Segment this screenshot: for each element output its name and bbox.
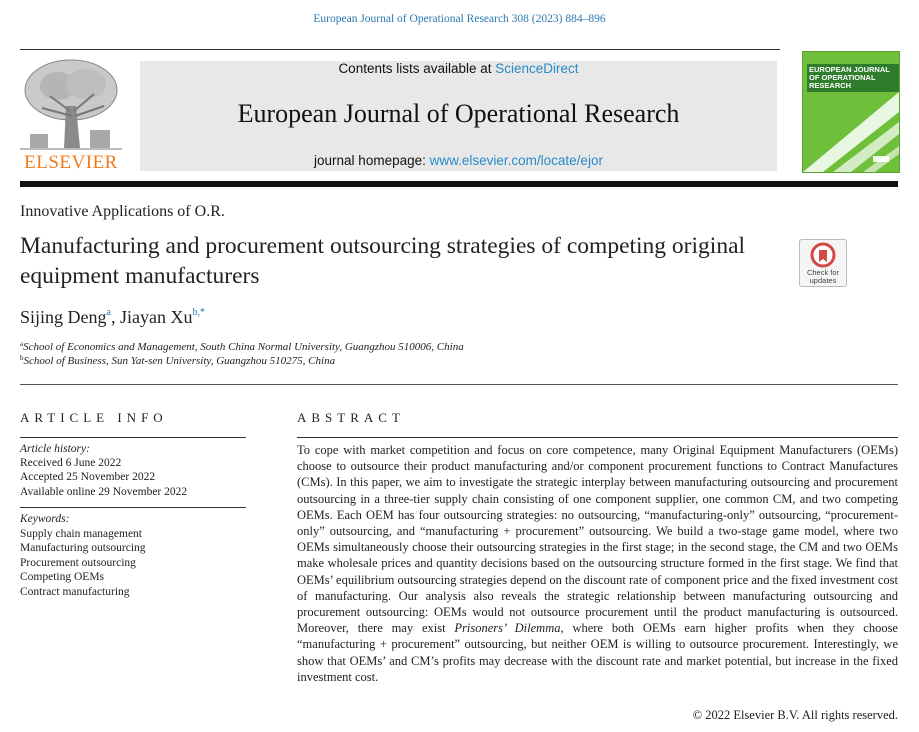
abstract-text-part: , where both OEMs earn higher profits when they choose “manufacturing + procurement” outsourcing, but neither OEM is willing to outsource procurement. Interestingly, we show that OEMs’ and CM’s profits may decrease with the discount rate and market potential, but increase in the fixed investment cost. bbox=[297, 621, 898, 684]
history-online: Available online 29 November 2022 bbox=[20, 486, 188, 498]
journal-title: European Journal of Operational Research bbox=[237, 99, 680, 128]
article-section: Innovative Applications of O.R. bbox=[20, 203, 225, 220]
author-list: Sijing Deng$^a$, Jiayan $Xu^{b,*}$ bbox=[20, 307, 205, 327]
author-name[interactable]: Jiayan Xu bbox=[119, 307, 193, 327]
affiliation-text: School of Business, Sun Yat-sen University, Guangzhou 510275, China bbox=[23, 355, 336, 367]
sciencedirect-link[interactable]: ScienceDirect bbox=[495, 61, 579, 76]
check-for-updates-label: Check for updates bbox=[806, 268, 840, 285]
homepage-line bbox=[140, 153, 777, 168]
affiliation bbox=[20, 354, 335, 367]
history-received: Received 6 June 2022 bbox=[20, 457, 122, 469]
abstract-text-part: To cope with market competition and focus on core competence, many Original Equipment Manufacturers (OEMs) choose to outsource their product manufacturing and/or component procurement functions to Contract Manufactures (CMs). In this paper, we aim to investigate the strategic interplay between manufacturing outsourcing and procurement outsourcing in a three-tier supply chain consisting of one component supplier, one common CM, and two competing OEMs. Each OEM has four outsourcing strategies: no outsourcing, “manufacturing-only” outsourcing, “procurement-only” outsourcing, and “manufacturing + procurement” outsourcing. We build a two-stage game model, where two OEMs simultaneously choose their outsourcing strategies in the first stage; in the second stage, the CM and two OEMs make wholesale prices and quantity decisions based on the outsourcing structure formed in the first stage. We find that OEMs’ equilibrium outsourcing strategies depend on the discount rate of component price and the fixed investment cost of manufacturing. Our analysis also reveals the strategic relationship between manufacturing outsourcing and procurement outsourcing: OEMs would not outsource procurement until the product manufacturing is outsourced. Moreover, there may exist bbox=[297, 443, 898, 636]
contents-prefix: Contents lists available at bbox=[338, 61, 496, 76]
contents-line bbox=[140, 61, 777, 76]
keyword-item[interactable]: Contract manufacturing bbox=[20, 586, 130, 598]
author-affiliation-mark[interactable]: b,* bbox=[192, 307, 205, 318]
abstract-emphasis: Prisoners’ Dilemma bbox=[454, 621, 561, 636]
cover-graphic-icon bbox=[803, 52, 899, 172]
keyword-item[interactable]: Supply chain management bbox=[20, 528, 142, 540]
author-affiliation-mark[interactable]: a bbox=[106, 307, 111, 318]
keyword-item[interactable]: Competing OEMs bbox=[20, 571, 105, 583]
header-top-rule bbox=[20, 49, 780, 50]
check-for-updates-badge[interactable] bbox=[799, 239, 847, 287]
homepage-link[interactable]: www.elsevier.com/locate/ejor bbox=[429, 153, 603, 168]
elsevier-tree-icon bbox=[20, 56, 122, 152]
history-accepted: Accepted 25 November 2022 bbox=[20, 471, 156, 483]
journal-citation[interactable]: European Journal of Operational Research 308 (2023) 884–896 bbox=[313, 13, 606, 25]
journal-cover[interactable] bbox=[802, 51, 900, 173]
abstract-heading: ABSTRACT bbox=[297, 410, 405, 425]
section-divider bbox=[20, 384, 898, 385]
abstract-rule bbox=[297, 437, 898, 438]
article-info-heading: ARTICLE INFO bbox=[20, 410, 168, 425]
homepage-prefix: journal homepage: bbox=[314, 153, 430, 168]
article-info-rule bbox=[20, 437, 246, 438]
affiliation-text: School of Economics and Management, South China Normal University, Guangzhou 510006, China bbox=[23, 341, 464, 353]
affiliation-mark: b bbox=[20, 354, 24, 362]
cover-title: EUROPEAN JOURNAL OF OPERATIONAL RESEARCH bbox=[807, 64, 900, 92]
keyword-item[interactable]: Manufacturing outsourcing bbox=[20, 542, 146, 554]
elsevier-logo[interactable] bbox=[20, 56, 122, 174]
crossmark-icon bbox=[800, 240, 846, 270]
history-label: Article history: bbox=[20, 443, 90, 455]
keywords-label: Keywords: bbox=[20, 513, 70, 525]
affiliation-mark: a bbox=[20, 340, 24, 348]
header-bottom-rule bbox=[20, 181, 898, 187]
keyword-item[interactable]: Procurement outsourcing bbox=[20, 557, 136, 569]
journal-banner bbox=[140, 61, 777, 171]
affiliation bbox=[20, 340, 464, 353]
abstract-body bbox=[297, 442, 898, 685]
paper-title: Manufacturing and procurement outsourcing strategies of competing original equipment manufacturers bbox=[20, 233, 746, 289]
author-name[interactable]: Sijing Deng bbox=[20, 307, 107, 327]
keywords-rule bbox=[20, 507, 246, 508]
elsevier-wordmark: ELSEVIER bbox=[24, 152, 118, 173]
copyright-notice: © 2022 Elsevier B.V. All rights reserved. bbox=[692, 708, 898, 722]
